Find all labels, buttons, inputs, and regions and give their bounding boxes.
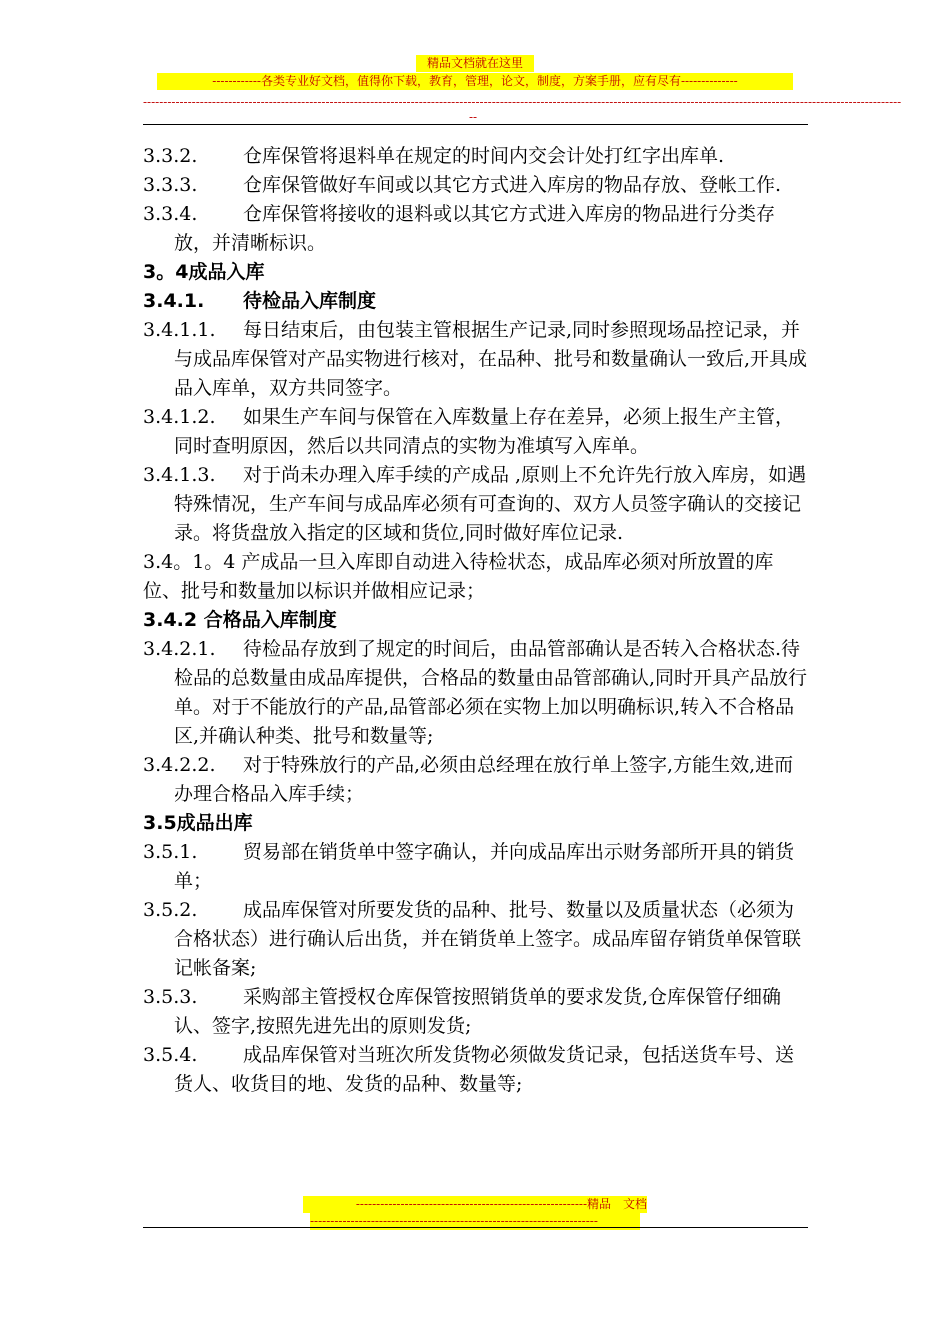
clause-number: 3.3.3. (143, 174, 198, 196)
numbered-clause (143, 142, 811, 171)
clause-number: 3.3.4. (143, 203, 198, 225)
numbered-clause (143, 635, 811, 751)
numbered-clause (143, 403, 811, 461)
clause-text: 仓库保管将接收的退料或以其它方式进入库房的物品进行分类存放，并清晰标识。 (174, 203, 776, 254)
clause-number: 3.3.2. (143, 145, 198, 167)
clause-text: 对于特殊放行的产品,必须由总经理在放行单上签字,方能生效,进而办理合格品入库手续； (174, 754, 794, 805)
numbered-clause (143, 751, 811, 809)
header-dash-line: ------------------------------------------------------------------------------------------------------------------------------------------------------------------------------------------- (143, 95, 902, 109)
clause-number: 3.5.2. (143, 899, 198, 921)
clause-text: 待检品入库制度 (243, 290, 377, 312)
numbered-clause (143, 287, 811, 316)
footer-rule (143, 1227, 808, 1228)
clause-text: 对于尚未办理入库手续的产成品 ,原则上不允许先行放入库房，如遇特殊情况，生产车间与成品库必须有可查询的、双方人员签字确认的交接记录。将货盘放入指定的区域和货位,同时做好库位记录. (174, 464, 807, 544)
document-body (143, 142, 811, 1099)
header-dash-tail: -- (469, 110, 478, 124)
clause-text: 成品库保管对所要发货的品种、批号、数量以及质量状态（必须为合格状态）进行确认后出货，并在销货单上签字。成品库留存销货单保管联记帐备案; (174, 899, 802, 979)
clause-number: 3.4.1. (143, 290, 205, 312)
paragraph: 3.4。1。4 产成品一旦入库即自动进入待检状态，成品库必须对所放置的库位、批号和数量加以标识并做相应记录； (143, 551, 774, 602)
clause-text: 贸易部在销货单中签字确认，并向成品库出示财务部所开具的销货单； (174, 841, 795, 892)
clause-number: 3.4.2.2. (143, 754, 216, 776)
numbered-clause (143, 171, 811, 200)
numbered-clause (143, 461, 811, 548)
clause-number: 3.4.1.1. (143, 319, 216, 341)
footer-line2: ----------------------------------------------------------------------- (310, 1213, 640, 1230)
numbered-clause (143, 200, 811, 258)
footer-line1: ---------------------------------------------------------精品 文档 (303, 1196, 647, 1213)
clause-number: 3.5.1. (143, 841, 198, 863)
clause-text: 仓库保管做好车间或以其它方式进入库房的物品存放、登帐工作. (243, 174, 782, 196)
clause-text: 待检品存放到了规定的时间后，由品管部确认是否转入合格状态.待检品的总数量由成品库提供，合格品的数量由品管部确认,同时开具产品放行单。对于不能放行的产品,品管部必须在实物上加以明确标识,转入不合格品区,并确认种类、批号和数量等; (174, 638, 808, 747)
header-rule (143, 124, 808, 125)
numbered-clause (143, 1041, 811, 1099)
numbered-clause (143, 838, 811, 896)
header-slogan: ------------各类专业好文档，值得你下载，教育，管理，论文，制度，方案手册，应有尽有-------------- (157, 73, 793, 90)
section-heading: 3.5成品出库 (143, 812, 253, 834)
section-heading: 3。4成品入库 (143, 261, 265, 283)
numbered-clause (143, 316, 811, 403)
clause-text: 采购部主管授权仓库保管按照销货单的要求发货,仓库保管仔细确认、签字,按照先进先出的原则发货; (174, 986, 782, 1037)
clause-text: 如果生产车间与保管在入库数量上存在差异，必须上报生产主管，同时查明原因，然后以共同清点的实物为准填写入库单。 (174, 406, 795, 457)
header-title: 精品文档就在这里 (416, 55, 534, 72)
clause-text: 仓库保管将退料单在规定的时间内交会计处打红字出库单. (243, 145, 725, 167)
section-heading: 3.4.2 合格品入库制度 (143, 609, 337, 631)
clause-number: 3.5.3. (143, 986, 198, 1008)
clause-text: 成品库保管对当班次所发货物必须做发货记录，包括送货车号、送货人、收货目的地、发货的品种、数量等; (174, 1044, 795, 1095)
clause-number: 3.5.4. (143, 1044, 198, 1066)
numbered-clause (143, 896, 811, 983)
clause-number: 3.4.2.1. (143, 638, 216, 660)
clause-number: 3.4.1.3. (143, 464, 216, 486)
clause-number: 3.4.1.2. (143, 406, 216, 428)
clause-text: 每日结束后，由包装主管根据生产记录,同时参照现场品控记录，并与成品库保管对产品实物进行核对，在品种、批号和数量确认一致后,开具成品入库单，双方共同签字。 (174, 319, 808, 399)
numbered-clause (143, 983, 811, 1041)
